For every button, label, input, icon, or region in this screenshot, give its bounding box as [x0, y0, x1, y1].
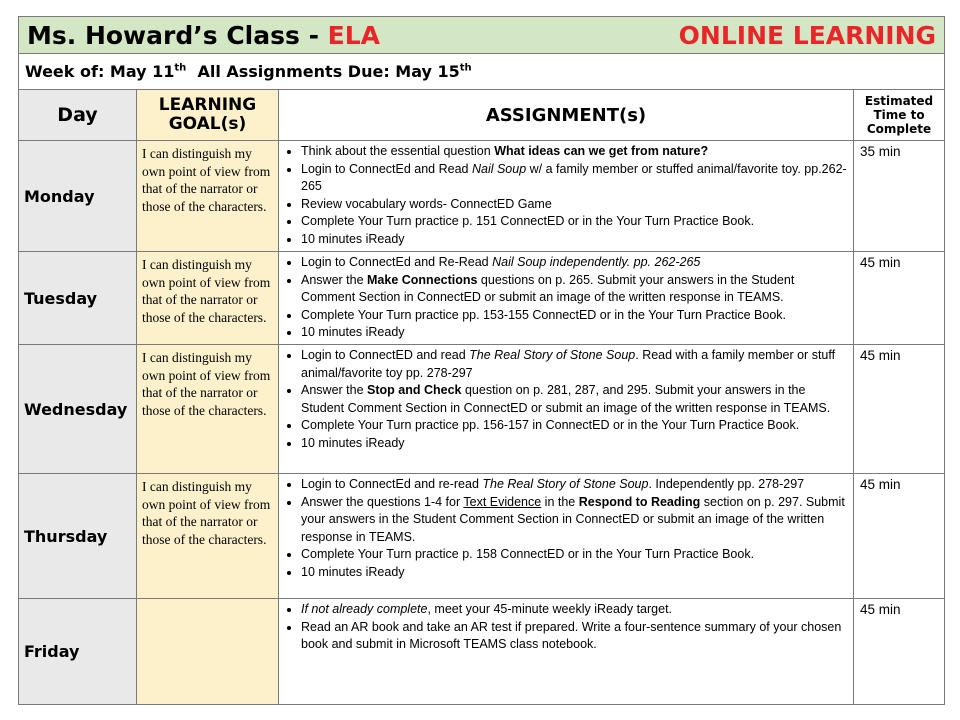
day-label: Monday — [19, 141, 137, 252]
estimate-column-header: Estimated Time to Complete — [854, 90, 945, 141]
day-label: Tuesday — [19, 252, 137, 345]
learning-goal: I can distinguish my own point of view from that of the narrator or those of the characters. — [137, 252, 279, 345]
assignment-item: • Complete Your Turn practice p. 151 ConnectED or in the Your Turn Practice Book. — [301, 213, 849, 231]
assignment-item: • Complete Your Turn practice p. 158 ConnectED or in the Your Turn Practice Book. — [301, 546, 849, 564]
due-date: All Assignments Due: May 15 — [186, 62, 460, 81]
learning-goal — [137, 599, 279, 705]
day-row-wednesday — [19, 345, 945, 474]
day-row-tuesday — [19, 252, 945, 345]
day-label: Friday — [19, 599, 137, 705]
assignment-bullets — [279, 254, 849, 342]
assignment-bullets — [279, 476, 849, 582]
assignment-item: • Complete Your Turn practice pp. 153-155 ConnectED or in the Your Turn Practice Book. — [301, 307, 849, 325]
week-of: Week of: May 11 — [25, 62, 175, 81]
assignment-item: • Complete Your Turn practice pp. 156-157 in ConnectED or in the Your Turn Practice Book. — [301, 417, 849, 435]
assignment-item: • If not already complete, meet your 45-minute weekly iReady target. — [301, 601, 849, 619]
assignment-bullets — [279, 143, 849, 249]
assignment-item: • Answer the Make Connections questions on p. 265. Submit your answers in the Student Comment Section in ConnectED or submit an image of the written response in TEAMS. — [301, 272, 849, 307]
column-header-row — [19, 90, 945, 141]
week-row — [19, 54, 945, 90]
assignment-item: • Think about the essential question What ideas can we get from nature? — [301, 143, 849, 161]
estimated-time: 45 min — [854, 599, 945, 705]
day-label: Thursday — [19, 474, 137, 599]
assignment-column-header: ASSIGNMENT(s) — [279, 90, 854, 141]
estimated-time: 45 min — [854, 252, 945, 345]
assignment-bullets — [279, 347, 849, 453]
assignment-item: • Answer the questions 1-4 for Text Evidence in the Respond to Reading section on p. 297. Submit your answers in the Student Comment Section in ConnectED or submit an image of the written response in TEAMS. — [301, 494, 849, 547]
learning-goal: I can distinguish my own point of view from that of the narrator or those of the characters. — [137, 345, 279, 474]
estimated-time: 45 min — [854, 345, 945, 474]
week-info: Week of: May 11th All Assignments Due: May 15th — [19, 54, 945, 90]
assignment-item: • 10 minutes iReady — [301, 564, 849, 582]
assignment-item: • 10 minutes iReady — [301, 435, 849, 453]
goal-column-header: LEARNING GOAL(s) — [137, 90, 279, 141]
assignment-list — [279, 252, 854, 345]
subject-label: ELA — [327, 20, 381, 50]
assignment-list — [279, 599, 854, 705]
assignment-item: • Review vocabulary words- ConnectED Game — [301, 196, 849, 214]
assignment-item: • Answer the Stop and Check question on p. 281, 287, and 295. Submit your answers in the Student Comment Section in ConnectED or submit an image of the written response in TEAMS. — [301, 382, 849, 417]
learning-goal: I can distinguish my own point of view from that of the narrator or those of the characters. — [137, 141, 279, 252]
day-rows — [19, 141, 945, 705]
estimated-time: 35 min — [854, 141, 945, 252]
assignment-table — [18, 16, 945, 705]
day-column-header: Day — [19, 90, 137, 141]
learning-goal: I can distinguish my own point of view from that of the narrator or those of the characters. — [137, 474, 279, 599]
assignment-bullets — [279, 601, 849, 654]
assignment-item: • 10 minutes iReady — [301, 231, 849, 249]
day-row-thursday — [19, 474, 945, 599]
assignment-list — [279, 141, 854, 252]
day-label: Wednesday — [19, 345, 137, 474]
assignment-item: • Login to ConnectEd and re-read The Real Story of Stone Soup. Independently pp. 278-297 — [301, 476, 849, 494]
assignment-item: • 10 minutes iReady — [301, 324, 849, 342]
assignment-list — [279, 474, 854, 599]
mode-label: ONLINE LEARNING — [678, 20, 937, 50]
title-row — [19, 17, 945, 54]
day-row-monday — [19, 141, 945, 252]
assignment-list — [279, 345, 854, 474]
assignment-item: • Login to ConnectEd and Read Nail Soup w/ a family member or stuffed animal/favorite toy. pp.262-265 — [301, 161, 849, 196]
assignment-item: • Read an AR book and take an AR test if prepared. Write a four-sentence summary of your chosen book and submit in Microsoft TEAMS class notebook. — [301, 619, 849, 654]
estimated-time: 45 min — [854, 474, 945, 599]
assignment-item: • Login to ConnectEd and Re-Read Nail Soup independently. pp. 262-265 — [301, 254, 849, 272]
page-title — [19, 21, 944, 50]
day-row-friday — [19, 599, 945, 705]
ela-assignment-sheet — [18, 16, 944, 705]
class-title: Ms. Howard’s Class - — [27, 20, 328, 50]
assignment-item: • Login to ConnectED and read The Real Story of Stone Soup. Read with a family member or stuff animal/favorite toy pp. 278-297 — [301, 347, 849, 382]
